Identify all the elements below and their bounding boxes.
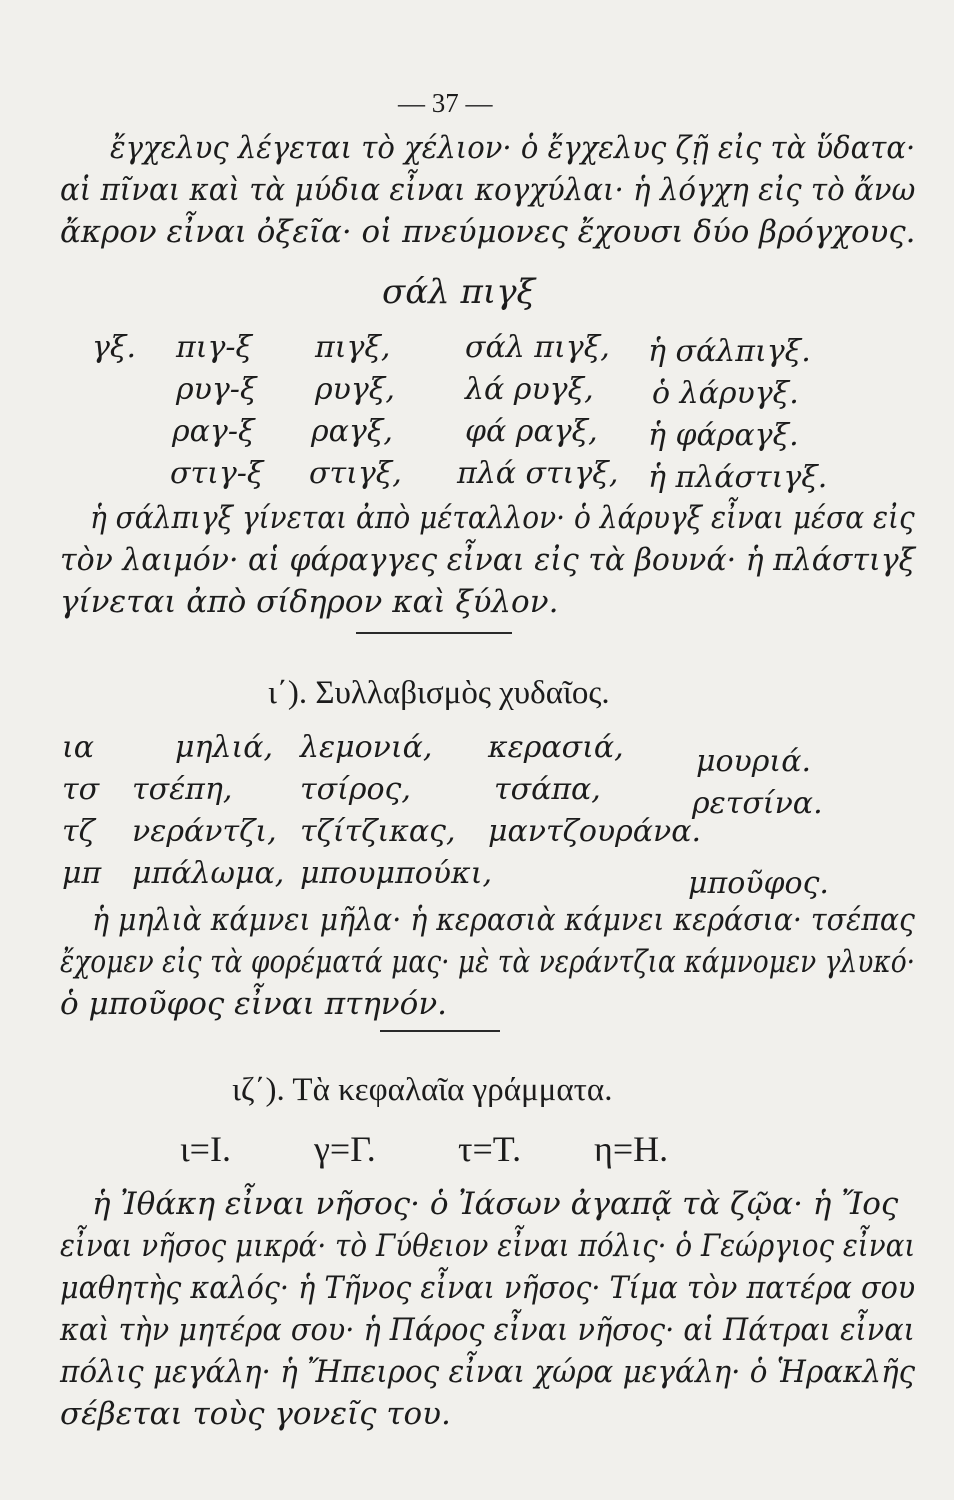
table-cell: λά ρυγξ,: [465, 372, 594, 407]
para3-line: ὁ μποῦφος εἶναι πτηνόν.: [60, 986, 448, 1022]
table-cell: κερασιά,: [488, 730, 624, 765]
para4-line: μαθητὴς καλός· ἡ Τῆνος εἶναι νῆσος· Τίμα τὸν πατέρα σου: [60, 1270, 916, 1306]
para1-line: ἄκρον εἶναι ὀξεῖα· οἱ πνεύμονες ἔχουσι δύο βρόγχους.: [60, 214, 916, 250]
table-cell: ρυγξ,: [315, 372, 395, 407]
table-cell: μουριά.: [696, 744, 811, 779]
table-cell: φά ραγξ,: [465, 414, 598, 449]
table-cell: μποῦφος.: [688, 866, 829, 901]
para4-line: ἡ Ἰθάκη εἶναι νῆσος· ὁ Ἰάσων ἀγαπᾷ τὰ ζῷα· ἡ Ἴος: [92, 1186, 899, 1222]
table-cell: λεμονιά,: [300, 730, 433, 765]
table-cell: ἡ πλάστιγξ.: [648, 460, 828, 495]
section-title: ιζ΄). Τὰ κεφαλαῖα γράμματα.: [232, 1072, 613, 1108]
table-cell: ρετσίνα.: [692, 786, 823, 821]
para1-line: αἱ πῖναι καὶ τὰ μύδια εἶναι κογχύλαι· ἡ λόγχη εἰς τὸ ἄνω: [60, 172, 916, 208]
table-cell: τσίρος,: [300, 772, 411, 807]
divider-rule: [356, 632, 512, 634]
section-word-heading: σάλ πιγξ: [382, 272, 536, 312]
table-cell: στιγ-ξ: [170, 456, 264, 491]
syllable-key: τσ: [62, 772, 100, 807]
table-cell: μπάλωμα,: [132, 856, 285, 891]
table-cell: νεράντζι,: [132, 814, 277, 849]
syllable-key: τζ: [62, 814, 95, 849]
table-cell: πιγ-ξ: [176, 330, 253, 365]
capital-pair: η=Η.: [594, 1129, 669, 1169]
para4-line: καὶ τὴν μητέρα σου· ἡ Πάρος εἶναι νῆσος· αἱ Πάτραι εἶναι: [60, 1312, 915, 1348]
table-cell: πιγξ,: [315, 330, 391, 365]
syllable-key: ια: [62, 730, 95, 765]
section-title: ι΄). Συλλαβισμὸς χυδαῖος.: [268, 675, 610, 711]
capital-pair: ι=Ι.: [180, 1129, 231, 1169]
table-cell: ὁ λάρυγξ.: [652, 376, 799, 411]
table-cell: ραγξ,: [311, 414, 393, 449]
para3-line: ἔχομεν εἰς τὰ φορέματά μας· μὲ τὰ νεράντζια κάμνομεν γλυκό·: [60, 944, 916, 980]
table-cell: ἡ σάλπιγξ.: [648, 334, 811, 369]
para1-line: ἔγχελυς λέγεται τὸ χέλιον· ὁ ἔγχελυς ζῇ εἰς τὰ ὕδατα·: [110, 130, 916, 166]
table-cell: σάλ πιγξ,: [465, 330, 610, 365]
page-number: — 37 —: [398, 88, 493, 118]
table-cell: ρυγ-ξ: [176, 372, 257, 407]
table-cell: μηλιά,: [175, 730, 274, 765]
table-cell: ραγ-ξ: [172, 414, 255, 449]
para3-line: ἡ μηλιὰ κάμνει μῆλα· ἡ κερασιὰ κάμνει κεράσια· τσέπας: [92, 902, 915, 938]
para4-line: σέβεται τοὺς γονεῖς του.: [60, 1396, 451, 1432]
table-label: γξ.: [92, 330, 136, 365]
table-cell: τσέπη,: [132, 772, 233, 807]
table-cell: πλά στιγξ,: [457, 456, 619, 491]
capital-pair: τ=Τ.: [458, 1129, 522, 1169]
syllable-key: μπ: [62, 856, 102, 891]
table-cell: στιγξ,: [309, 456, 402, 491]
table-cell: τσάπα,: [494, 772, 601, 807]
para4-line: εἶναι νῆσος μικρά· τὸ Γύθειον εἶναι πόλις· ὁ Γεώργιος εἶναι: [60, 1228, 916, 1264]
divider-rule: [380, 1030, 500, 1032]
table-cell: τζίτζικας,: [300, 814, 456, 849]
table-cell: ἡ φάραγξ.: [648, 418, 799, 453]
capital-pair: γ=Γ.: [314, 1129, 376, 1169]
table-cell: μαντζουράνα.: [488, 814, 702, 849]
para4-line: πόλις μεγάλη· ἡ Ἤπειρος εἶναι χώρα μεγάλη· ὁ Ἡρακλῆς: [60, 1354, 916, 1390]
table-cell: μπουμπούκι,: [300, 856, 492, 891]
para2-line: τὸν λαιμόν· αἱ φάραγγες εἶναι εἰς τὰ βουνά· ἡ πλάστιγξ: [60, 542, 916, 578]
para2-line: ἡ σάλπιγξ γίνεται ἀπὸ μέταλλον· ὁ λάρυγξ εἶναι μέσα εἰς: [90, 500, 915, 536]
para2-line: γίνεται ἀπὸ σίδηρον καὶ ξύλον.: [60, 584, 559, 620]
